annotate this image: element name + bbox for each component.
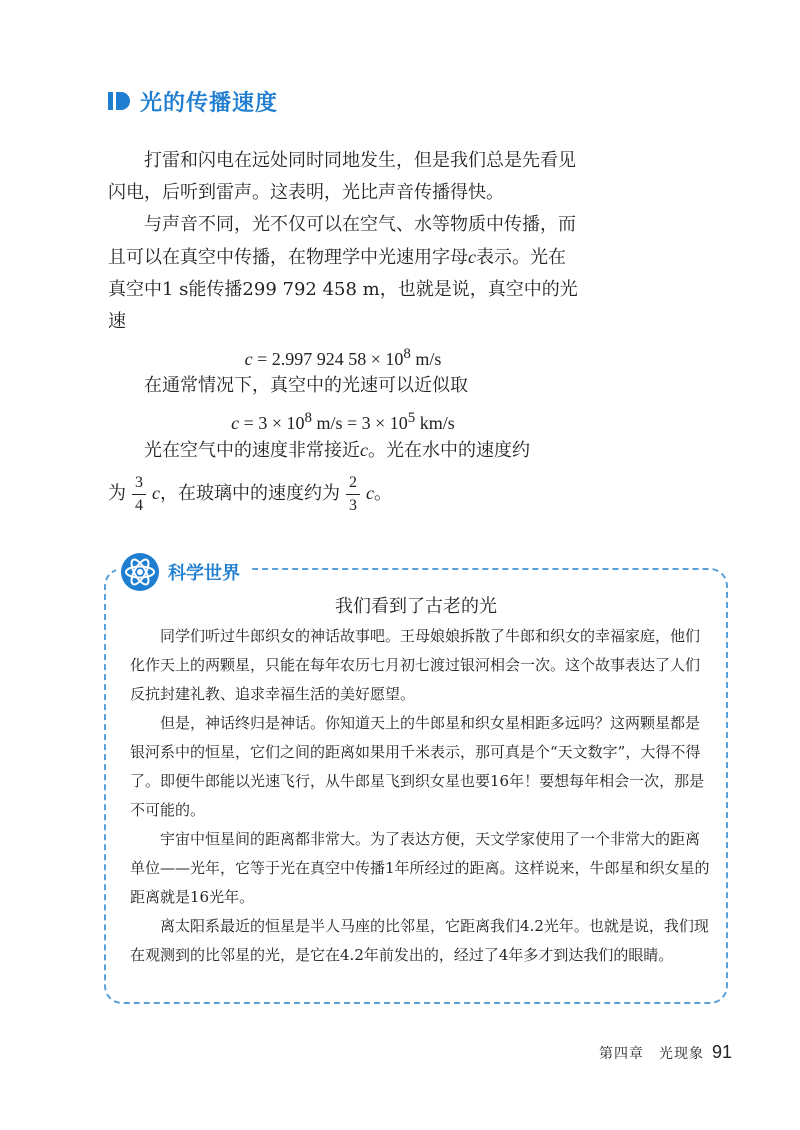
paragraph-4: 光在空气中的速度非常接近c。光在水中的速度约: [144, 440, 530, 461]
formula-speed-of-light: c = 2.997 924 $58 \times 10^8$ m/s: [244, 346, 442, 369]
chapter-label: 第四章 光现象: [598, 1046, 704, 1062]
science-box-title: 我们看到了古老的光: [335, 596, 497, 617]
atom-icon: [120, 552, 160, 592]
science-world-label: 科学世界: [168, 563, 240, 584]
science-paragraph: 但是，神话终归是神话。你知道天上的牛郎星和织女星相距多远吗？这两颗星都是银河系中的恒星，它们之间的距离如果用千米表示，那可真是个“天文数字”，大得不得了。即便牛郎能以光速飞行，从牛郎星飞到织女星也要16年！要想每年相会一次，那是不可能的。: [130, 714, 705, 819]
fraction-three-quarters: $\frac{3}{4}$: [132, 475, 146, 514]
page-footer: [599, 1042, 732, 1063]
science-paragraph: 离太阳系最近的恒星是半人马座的比邻星，它距离我们4.2光年。也就是说，我们现在观测到的比邻星的光，是它在4.2年前发出的，经过了4年多才到达我们的眼睛。: [130, 917, 709, 964]
section-title: 光的传播速度: [140, 90, 279, 116]
science-paragraph: 同学们听过牛郎织女的神话故事吧。王母娘娘拆散了牛郎和织女的幸福家庭，他们化作天上的两颗星，只能在每年农历七月初七渡过银河相会一次。这个故事表达了人们反抗封建礼教、追求幸福生活的美好愿望。: [130, 627, 701, 703]
science-box-text: [130, 622, 710, 970]
formula-approximation: $c = 3 \times 10^8$ $m/s = 3 \times 10^5$ km/s: [231, 410, 455, 433]
paragraph-5: 为 $\frac{3}{4}$ c，在玻璃中的速度约为 $\frac{2}{3}$ c。: [108, 473, 392, 514]
main-text: [108, 145, 578, 520]
paragraph-1: 打雷和闪电在远处同时同地发生，但是我们总是先看见闪电，后听到雷声。这表明，光比声音传播得快。: [108, 150, 576, 203]
section-marker-icon: [108, 90, 130, 112]
section-heading: [108, 86, 278, 116]
paragraph-2: 与声音不同，光不仅可以在空气、水等物质中传播，而且可以在真空中传播，在物理学中光速用字母c表示。光在真空中1 s能传播299 792 458 m，也就是说，真空中的光速: [108, 214, 578, 332]
paragraph-3: 在通常情况下，真空中的光速可以近似取: [144, 375, 468, 396]
science-paragraph: 宇宙中恒星间的距离都非常大。为了表达方便，天文学家使用了一个非常大的距离单位——光年，它等于光在真空中传播1年所经过的距离。这样说来，牛郎星和织女星的距离就是16光年。: [130, 830, 710, 906]
page-number: 91: [711, 1042, 732, 1062]
fraction-two-thirds: $\frac{2}{3}$: [346, 475, 360, 514]
science-world-header: [116, 552, 250, 592]
